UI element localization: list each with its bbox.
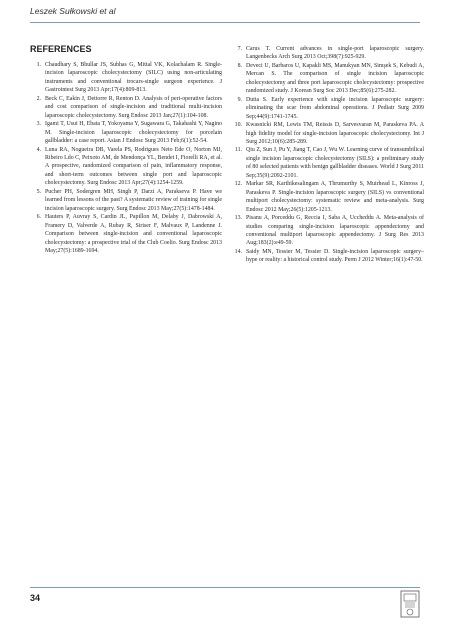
reference-number: 8. <box>237 62 242 69</box>
reference-text: Hauters P, Auvray S, Cardin JL, Papillon M, Delaby J, Dabrowski A, Framery D, Valverde A, Rubay R, Siriser F, Malvaux P, Landenne J. Comparison between single-incision and conventional laparoscopic cholecystectomy: a prospective trial of the Club Coelio. Surg Endosc 2013 May;27(5):1689-1694. <box>45 214 222 254</box>
references-right-column <box>231 45 424 265</box>
reference-number: 1. <box>36 62 41 68</box>
reference-text: Qiu Z, Sun J, Pu Y, Jiang T, Cao J, Wu W. Learning curve of transumbilical single incision laparoscopic cholecystectomy (SILS): a preliminary study of 80 selected patients with benign gallbladder diseases. World J Surg 2011 Sep;35(9):2092-2101. <box>246 147 424 179</box>
reference-number: 12. <box>234 181 242 188</box>
reference-text: Igami T, Usui H, Ebata T, Yokoyama Y, Sugawara G, Takahashi Y, Nagino M. Single-incision laparoscopic cholecystectomy for porcelain gallbladder: a case report. Asian J Endosc Surg 2013 Feb;6(1):52-54. <box>45 121 222 145</box>
reference-text: Pucher PH, Sodergren MH, Singh P, Darzi A, Parakseva P. Have we learned from lessons of the past? A systematic review of training for single incision laparoscopic surgery. Surg Endosc 2013 May;27(5):1478-1484. <box>45 188 222 212</box>
section-title: REFERENCES <box>30 44 92 54</box>
reference-item <box>231 121 424 146</box>
reference-text: Markar SR, Karthikesalingam A, Thrumurthy S, Muirhead L, Kinross J, Paraskeva P. Single-incision laparoscopic surgery (SILS) vs conventional multiport cholecystectomy: systematic review and meta-analysis. Surg Endosc 2012 May;26(5):1205-1213. <box>246 181 424 213</box>
reference-item <box>30 213 222 255</box>
reference-item <box>231 62 424 96</box>
references-left-column <box>30 61 222 255</box>
reference-text: Saidy MN, Tessier M, Tessier D. Single-incision laparoscopic surgery–hype or reality: a historical control study. Perm J 2012 Winter;16(1):47-50. <box>246 248 424 264</box>
reference-number: 9. <box>237 96 242 103</box>
publisher-logo-icon <box>400 590 420 618</box>
reference-text: Chaudhary S, Bhullar JS, Subhas G, Mittal VK, Kolachalam R. Single-incision laparoscopic cholecystectomy (SILC) using non-articulating instruments and conventional trocars-single surgeon experience. J Gastrointest Surg 2013 Apr;17(4):809-813. <box>45 62 222 94</box>
reference-number: 3. <box>36 121 41 128</box>
reference-text: Luna RA, Nogueira DB, Varela PS, Rodrigues Neto Ede O, Norton MJ, Ribeiro Ldo C, Peixoto AM, de Mendonça YL, Bendet I, Fiorelli RA, et al. A prospective, randomized comparison of pain, inflammatory response, and short-term outcomes between single port and laparoscopic cholecystectomy. Surg Endosc 2013 Apr;27(4):1254-1259. <box>45 146 222 187</box>
reference-text: Pisanu A, Porceddu G, Reccia I, Saba A, Uccheddu A. Meta-analysis of studies comparing single-incision laparoscopic appendectomy and conventional multiport laparoscopic appendectomy. J Surg Res 2013 Aug;183(2):e49-59. <box>246 215 424 247</box>
reference-item <box>30 61 222 95</box>
reference-item <box>231 214 424 248</box>
reference-number: 13. <box>234 215 242 222</box>
reference-item <box>231 180 424 214</box>
reference-item <box>30 146 222 188</box>
reference-text: Dutta S. Early experience with single incision laparoscopic surgery: eliminating the scar from abdominal operations. J Pediatr Surg 2009 Sep;44(9):1741-1745. <box>246 96 424 120</box>
reference-text: Deveci U, Barbaros U, Kapakli MS, Manukyan MN, Simşek S, Kebudi A, Mercan S. The comparison of single incision laparoscopic cholecystectomy and three port laparoscopic cholecystectomy: prospective randomized study. J Korean Surg Soc 2013 Dec;85(6):275-282. <box>246 62 424 95</box>
reference-number: 5. <box>36 188 41 195</box>
reference-number: 10. <box>234 122 242 129</box>
reference-text: Kwasnicki RM, Lewis TM, Reissis D, Sarvesvaran M, Paraskeva PA. A high fidelity model for single-incision laparoscopic cholecystectomy. Int J Surg 2012;10(6):285-289. <box>246 122 424 145</box>
page-number: 34 <box>30 593 41 603</box>
header-divider <box>30 22 420 23</box>
reference-number: 11. <box>234 147 242 154</box>
reference-item <box>30 188 222 213</box>
reference-number: 6. <box>36 214 41 221</box>
reference-item <box>30 120 222 145</box>
running-header-author: Leszek Sułkowski et al <box>30 6 116 16</box>
reference-number: 14. <box>234 248 242 255</box>
reference-text: Beck C, Eakin J, Dettorre R, Renton D. Analysis of peri-operative factors and cost comparison of single-incision and traditional multi-incision laparoscopic cholecystectomy. Surg Endosc 2013 Jan;27(1):104-108. <box>45 95 222 119</box>
footer-divider <box>30 587 420 588</box>
reference-text: Carus T. Current advances in single-port laparoscopic surgery. Langenbecks Arch Surg 2013 Oct;398(7):925-929. <box>246 46 424 61</box>
reference-item <box>231 146 424 180</box>
reference-number: 7. <box>237 46 242 52</box>
reference-item <box>231 96 424 121</box>
reference-item <box>231 45 424 62</box>
reference-number: 2. <box>36 95 41 102</box>
reference-item <box>30 95 222 120</box>
reference-number: 4. <box>36 146 41 153</box>
reference-item <box>231 248 424 265</box>
